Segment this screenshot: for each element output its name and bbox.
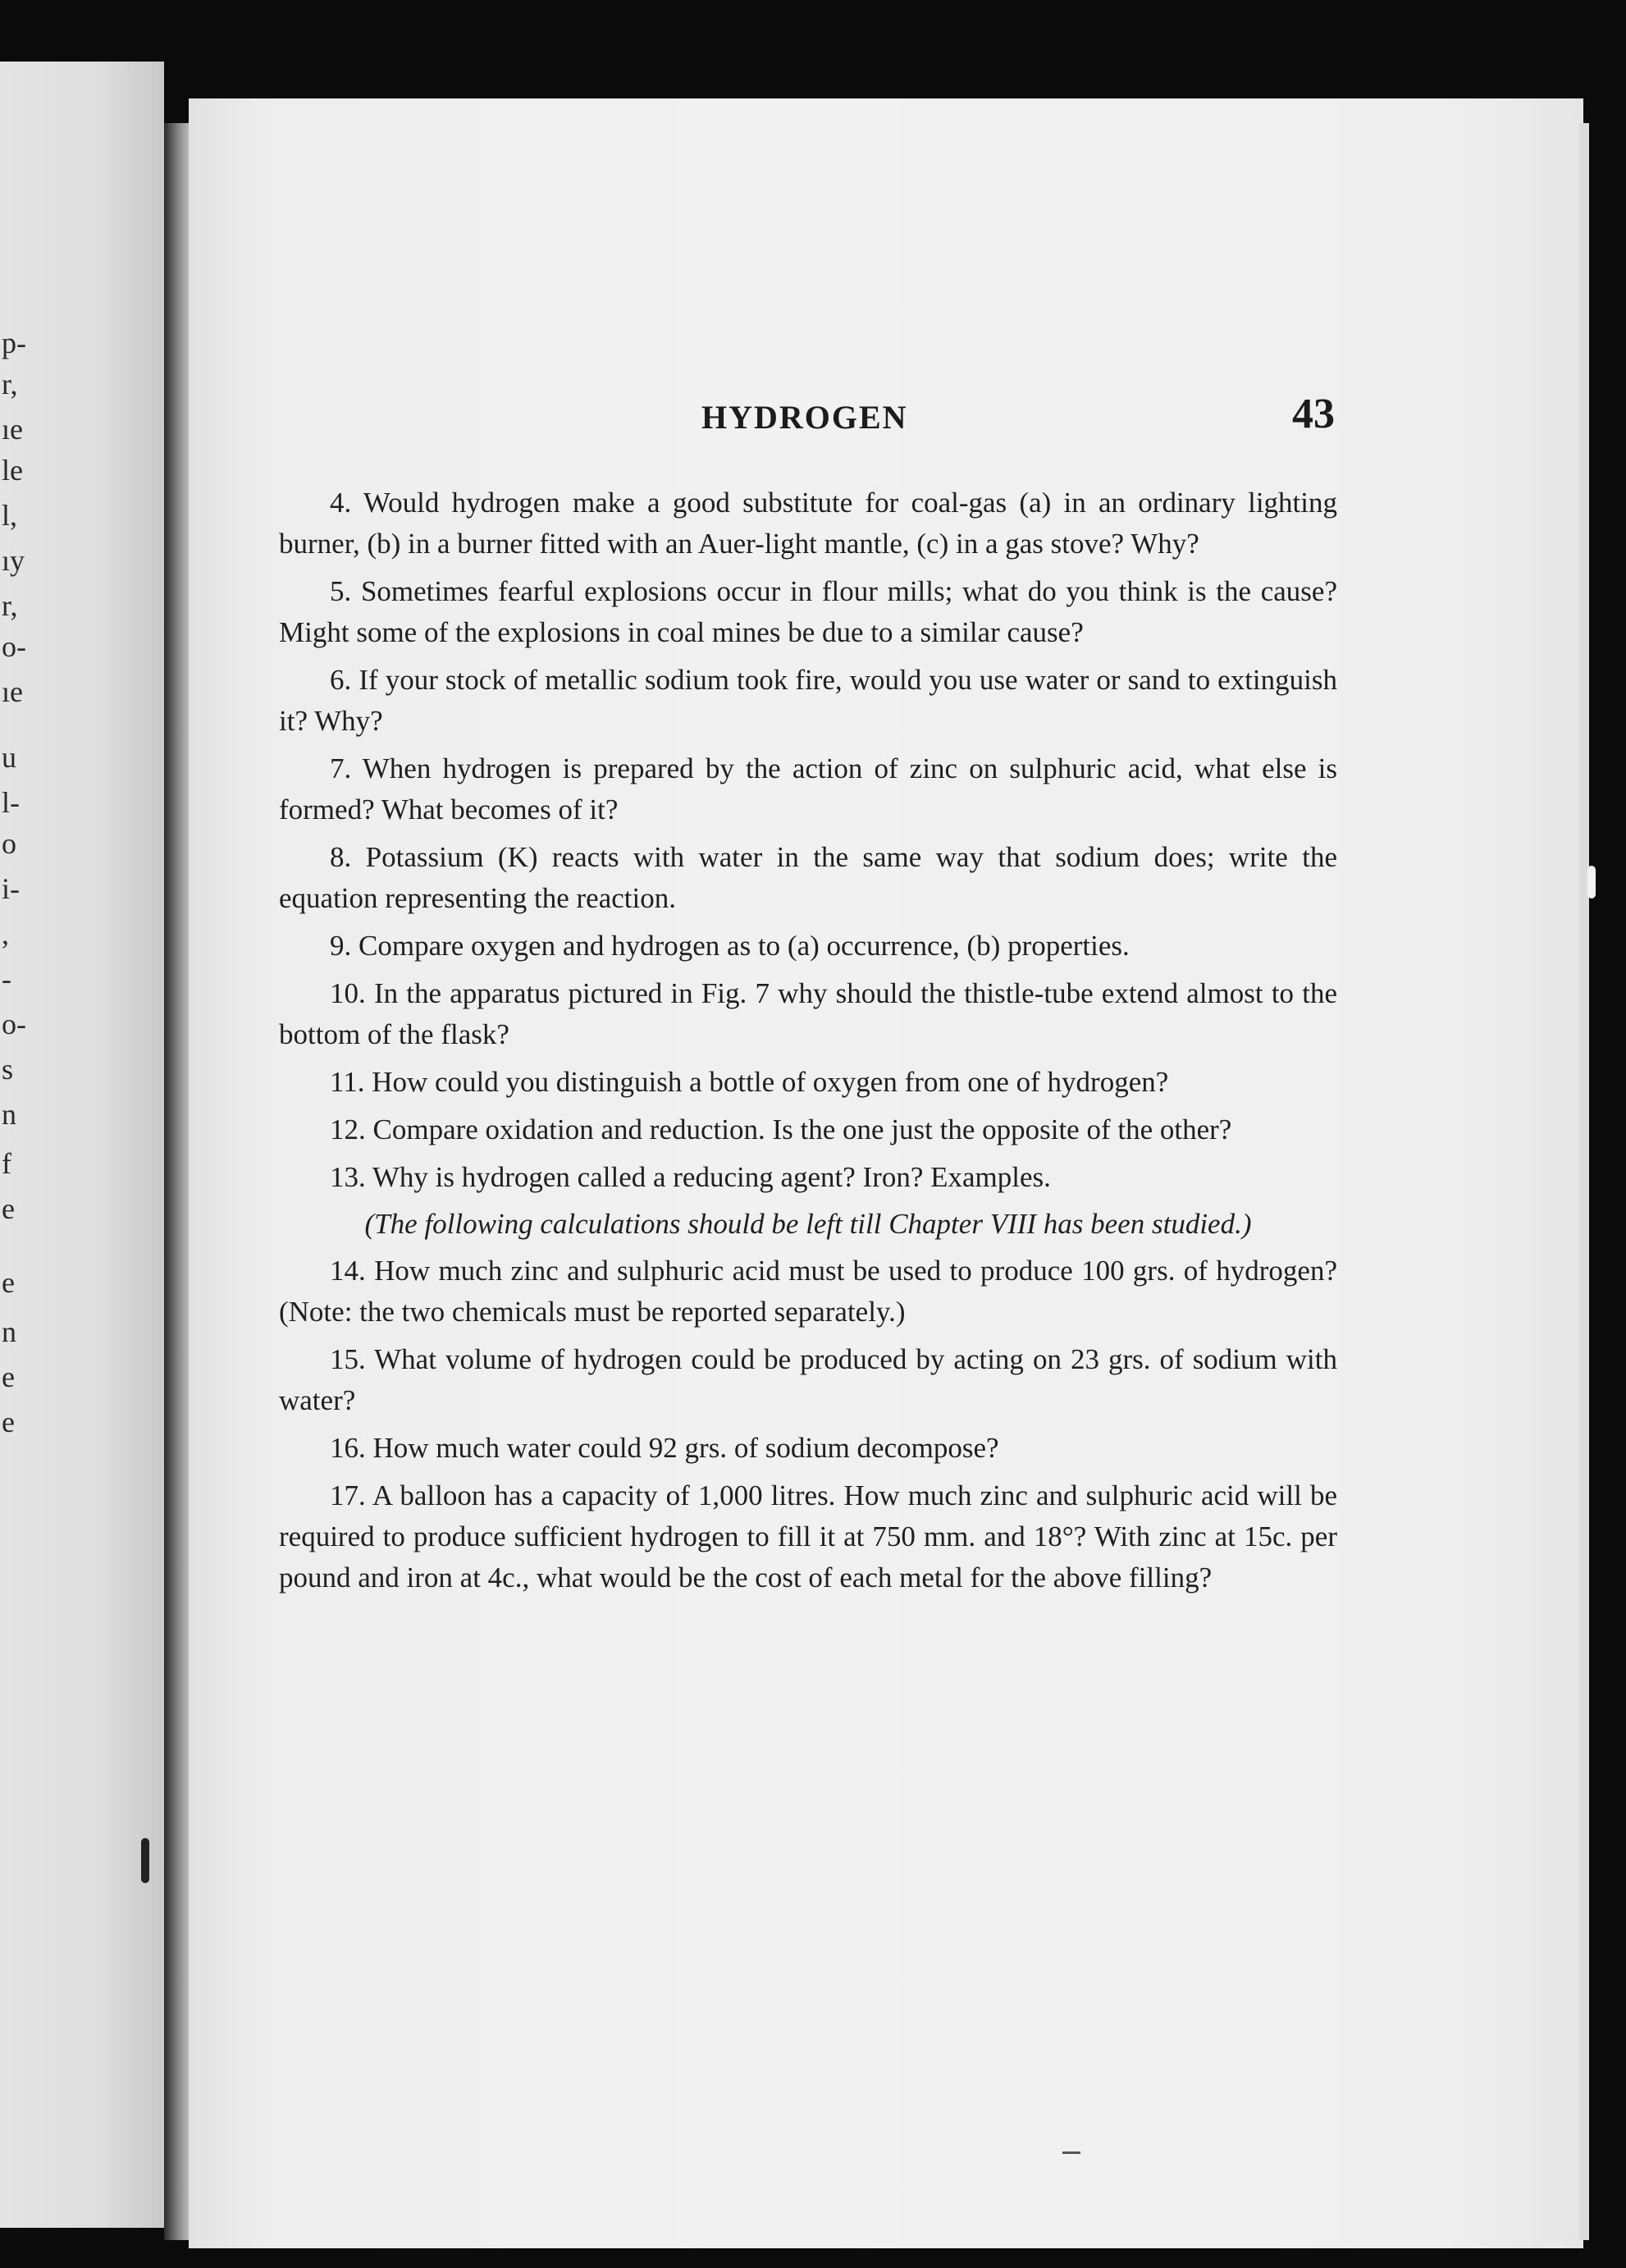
exercise-list: [279, 482, 1337, 1605]
question-4: 4. Would hydrogen make a good substitute for coal-gas (a) in an ordinary lighting burner, (b) in a burner fitted with an Auer-light mantle, (c) in a gas stove? Why?: [279, 487, 1337, 560]
question-8: 8. Potassium (K) reacts with water in the same way that sodium does; write the equation representing the reaction.: [279, 841, 1337, 914]
facing-page-fragment: -: [2, 963, 11, 995]
facing-page-fragment: e: [2, 1192, 15, 1225]
question-14: 14. How much zinc and sulphuric acid must be used to produce 100 grs. of hydrogen? (Note: the two chemicals must be reported separately.): [279, 1255, 1337, 1328]
question-16: 16. How much water could 92 grs. of sodium decompose?: [330, 1432, 999, 1464]
facing-page-fragment: ıe: [2, 413, 23, 446]
facing-page-fragment: o-: [2, 1008, 26, 1040]
edge-notch: [1587, 866, 1596, 899]
gutter-smudge: [141, 1838, 149, 1883]
question-11: 11. How could you distinguish a bottle of oxygen from one of hydrogen?: [330, 1066, 1169, 1098]
question-6: 6. If your stock of metallic sodium took fire, would you use water or sand to extinguish it? Why?: [279, 664, 1337, 737]
facing-page-fragment: n: [2, 1315, 16, 1348]
facing-page-fragment: n: [2, 1098, 16, 1131]
book-page: [189, 98, 1583, 2248]
question-7: 7. When hydrogen is prepared by the action of zinc on sulphuric acid, what else is formed? What becomes of it?: [279, 752, 1337, 825]
page-header: [189, 391, 1583, 447]
facing-page-fragment: f: [2, 1147, 11, 1180]
page-number: 43: [1292, 391, 1335, 437]
facing-page-fragment: o: [2, 827, 16, 860]
facing-page-fragment: u: [2, 741, 16, 774]
facing-page-fragment: e: [2, 1406, 15, 1438]
facing-page-fragment: le: [2, 454, 23, 487]
facing-page-fragment: r,: [2, 589, 18, 622]
page-edge: [1579, 123, 1589, 2240]
running-head: HYDROGEN: [701, 399, 908, 436]
question-15: 15. What volume of hydrogen could be produced by acting on 23 grs. of sodium with water?: [279, 1343, 1337, 1416]
question-13: 13. Why is hydrogen called a reducing agent? Iron? Examples.: [330, 1161, 1051, 1193]
facing-page-edge: [0, 62, 164, 2228]
facing-page-fragment: s: [2, 1053, 14, 1086]
page-smudge: [1062, 2151, 1080, 2154]
question-17: 17. A balloon has a capacity of 1,000 litres. How much zinc and sulphuric acid will be required to produce sufficient hydrogen to fill it at 750 mm. and 18°? With zinc at 15c. per pound and iron at 4c., what would be the cost of each metal for the above filling?: [279, 1479, 1337, 1594]
facing-page-fragment: e: [2, 1266, 15, 1299]
question-5: 5. Sometimes fearful explosions occur in flour mills; what do you think is the cause? Might some of the explosions in coal mines be due to a similar cause?: [279, 575, 1337, 648]
facing-page-fragment: i-: [2, 872, 20, 905]
facing-page-fragment: ,: [2, 917, 9, 950]
facing-page-fragment: ıy: [2, 544, 25, 577]
facing-page-fragment: e: [2, 1360, 15, 1393]
facing-page-fragment: l,: [2, 499, 18, 532]
facing-page-fragment: ıe: [2, 675, 23, 708]
question-9: 9. Compare oxygen and hydrogen as to (a) occurrence, (b) properties.: [330, 930, 1130, 962]
question-10: 10. In the apparatus pictured in Fig. 7 why should the thistle-tube extend almost to the bottom of the flask?: [279, 977, 1337, 1050]
calculation-note: (The following calculations should be left till Chapter VIII has been studied.): [364, 1208, 1252, 1240]
facing-page-fragment: o-: [2, 630, 26, 663]
facing-page-fragment: l-: [2, 786, 20, 819]
facing-page-fragment: r,: [2, 368, 18, 400]
question-12: 12. Compare oxidation and reduction. Is the one just the opposite of the other?: [330, 1113, 1232, 1145]
facing-page-fragment: p-: [2, 327, 26, 359]
